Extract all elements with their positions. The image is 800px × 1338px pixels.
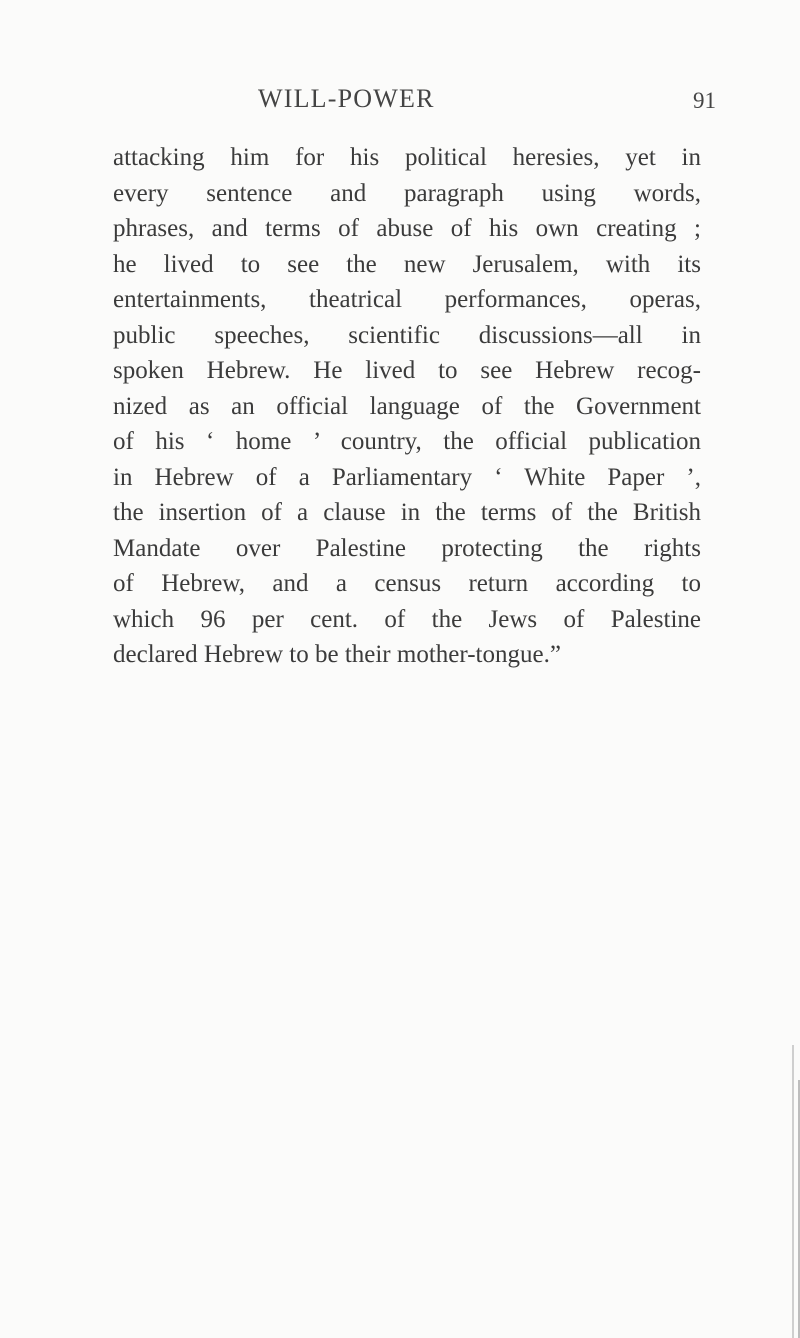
body-text: [113, 140, 701, 673]
text-line: in Hebrew of a Parliamentary ‘ White Paper ’,: [113, 463, 701, 491]
running-head: [0, 84, 800, 124]
text-line: spoken Hebrew. He lived to see Hebrew recog-: [113, 357, 701, 384]
text-line: every sentence and paragraph using words,: [113, 179, 701, 207]
text-line: which 96 per cent. of the Jews of Palestine: [113, 605, 701, 633]
text-line: entertainments, theatrical performances, operas,: [113, 286, 701, 313]
text-line: public speeches, scientific discussions—all in: [113, 321, 701, 349]
text-line: attacking him for his political heresies, yet in: [113, 144, 701, 171]
page-edge-line: [792, 1045, 794, 1338]
text-line: nized as an official language of the Government: [113, 392, 701, 420]
text-line: of Hebrew, and a census return according to: [113, 570, 701, 597]
page-number: 91: [693, 88, 716, 113]
text-line: of his ‘ home ’ country, the official publication: [113, 428, 701, 455]
text-line: phrases, and terms of abuse of his own creating ;: [113, 215, 701, 242]
text-line: declared Hebrew to be their mother-tongue.”: [113, 641, 561, 668]
text-line: he lived to see the new Jerusalem, with its: [113, 250, 701, 278]
text-line: Mandate over Palestine protecting the rights: [113, 534, 701, 562]
running-head-title: WILL-POWER: [258, 84, 435, 113]
text-line: the insertion of a clause in the terms of the British: [113, 499, 701, 526]
